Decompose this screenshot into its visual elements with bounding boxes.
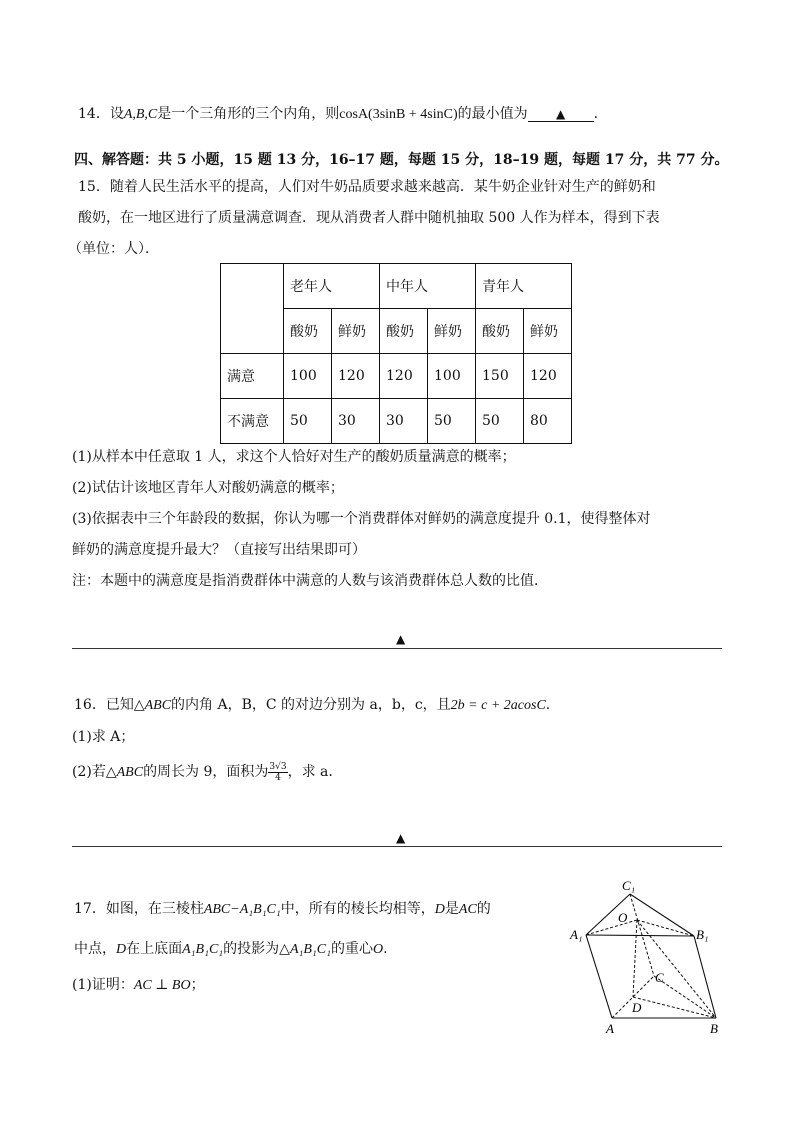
area-fraction (268, 762, 287, 783)
q17-l2-triangle: △A₁B₁C₁ (279, 942, 331, 957)
q17-l1-mid: 中，所有的棱长均相等， (280, 901, 435, 917)
section-title: 四、解答题 (74, 152, 144, 168)
q17-l1-mid2: 是 (444, 901, 459, 917)
label-a: A (606, 1021, 614, 1036)
table-cell: 50 (284, 399, 332, 444)
q17-l1-end: 的 (476, 901, 491, 917)
q16-part2 (72, 761, 333, 783)
section-detail: ：共 5 小题，15 题 13 分，16–17 题，每题 15 分，18–19 题，每题 17 分，共 77 分。 (144, 152, 729, 168)
answer-divider (72, 846, 722, 847)
q17-l2-end: . (383, 941, 388, 957)
q15-part3b: 鲜奶的满意度提升最大？（直接写出结果即可） (72, 542, 366, 558)
answer-triangle-icon: ▲ (396, 831, 406, 845)
q17-prism: ABC−A₁B₁C₁ (203, 902, 281, 917)
edge-o-d (633, 920, 637, 997)
q16-line1 (74, 694, 550, 714)
q16-triangle: △ABC (133, 698, 172, 713)
label-b1: B₁ (696, 927, 709, 942)
q15-part2: (2)试估计该地区青年人对酸奶满意的概率； (72, 480, 344, 496)
q17-part1 (72, 974, 205, 994)
table-cell: 30 (380, 399, 428, 444)
q17-l2-mid: 在上底面 (126, 941, 183, 957)
answer-divider (72, 648, 722, 649)
q16-condition: 2b = c + 2acosC (450, 698, 546, 713)
q17-point-d: D (434, 902, 445, 917)
table-cell: 120 (332, 354, 380, 399)
q16-prefix: 16．已知 (74, 697, 134, 713)
prism-figure (560, 872, 740, 1042)
q15-part1: (1)从样本中任意取 1 人，求这个人恰好对生产的酸奶质量满意的概率； (72, 449, 516, 465)
q16-part2-triangle: △ABC (105, 765, 144, 780)
answer-triangle-icon: ▲ (396, 632, 406, 646)
table-row-label: 不满意 (221, 399, 284, 444)
q17-l2-mid3: 的重心 (330, 941, 373, 957)
table-cell: 30 (332, 399, 380, 444)
table-group-header: 老年人 (284, 264, 380, 309)
q17-segment: AC (458, 902, 477, 917)
q15-part3a: (3)依据表中三个年龄段的数据，你认为哪一个消费群体对鲜奶的满意度提升 0.1，使得整体对 (72, 511, 651, 527)
q17-l2-d: D (116, 942, 127, 957)
label-d: D (632, 1000, 642, 1015)
table-cell: 150 (476, 354, 524, 399)
q14-suffix: 的最小值为 (457, 106, 528, 122)
q17-l2-o: O (372, 942, 384, 957)
q16-part2-mid: 的周长为 9，面积为 (143, 764, 269, 780)
section-heading (74, 149, 728, 169)
table-cell: 80 (524, 399, 572, 444)
label-b: B (710, 1021, 718, 1036)
table-corner-cell (221, 264, 284, 354)
table-subheader: 鲜奶 (332, 309, 380, 354)
table-cell: 120 (524, 354, 572, 399)
table-row (221, 354, 572, 399)
area-numerator: 3√3 (269, 761, 287, 772)
q17-part1-expr: AC ⊥ BO (133, 978, 191, 993)
q14-answer-blank (528, 107, 594, 122)
label-o: O (618, 910, 628, 925)
edge-c1-b1 (630, 894, 694, 936)
q14-expr: cosA(3sinB + 4sinC) (339, 107, 458, 122)
q15-note: 注：本题中的满意度是指消费群体中满意的人数与该消费群体总人数的比值． (72, 573, 548, 589)
q14-line (78, 103, 598, 123)
table-cell: 120 (380, 354, 428, 399)
edge-o-b1 (637, 920, 694, 936)
edge-a1-a (586, 935, 612, 1018)
table-subheader: 酸奶 (476, 309, 524, 354)
q15-line3: （单位：人）． (68, 241, 159, 257)
q17-line2 (74, 938, 388, 958)
area-denominator: 4 (275, 772, 281, 783)
answer-triangle-icon: ▲ (556, 107, 566, 121)
table-row (221, 399, 572, 444)
edge-a1-b1 (586, 935, 694, 936)
q17-part1-end: ； (190, 977, 205, 993)
q16-mid: 的内角 A，B，C 的对边分别为 a，b，c，且 (171, 697, 451, 713)
q17-part1-pre: (1)证明： (72, 977, 134, 993)
q17-l1-pre: 17．如图，在三棱柱 (74, 901, 204, 917)
q15-line1: 15．随着人民生活水平的提高，人们对牛奶品质要求越来越高．某牛奶企业针对生产的鲜奶和 (78, 179, 656, 195)
table-group-header: 中年人 (380, 264, 476, 309)
table-cell: 100 (284, 354, 332, 399)
table-group-header: 青年人 (476, 264, 572, 309)
table-cell: 50 (428, 399, 476, 444)
q16-part2-pre: (2)若 (72, 764, 106, 780)
survey-table (220, 263, 572, 444)
q15-line2: 酸奶，在一地区进行了质量满意调查．现从消费者人群中随机抽取 500 人作为样本，得到下表 (78, 210, 660, 226)
q17-l2-face: A₁B₁C₁ (182, 942, 224, 957)
table-row (221, 264, 572, 309)
q16-end: . (545, 697, 551, 713)
q14-end: . (593, 106, 599, 122)
table-subheader: 酸奶 (284, 309, 332, 354)
q14-prefix: 14．设 (78, 106, 124, 122)
table-subheader: 鲜奶 (524, 309, 572, 354)
q16-part1: (1)求 A； (72, 729, 135, 745)
table-cell: 50 (476, 399, 524, 444)
table-subheader: 酸奶 (380, 309, 428, 354)
q17-l2-mid2: 的投影为 (223, 941, 280, 957)
label-c: C (655, 970, 664, 985)
q14-vars: A,B,C (123, 107, 158, 122)
q17-l2-pre: 中点， (74, 941, 116, 957)
q16-part2-end: ，求 a. (287, 764, 333, 780)
table-subheader: 鲜奶 (428, 309, 476, 354)
label-c1: C₁ (622, 878, 636, 893)
table-cell: 100 (428, 354, 476, 399)
edge-d-b (633, 997, 716, 1018)
label-a1: A₁ (570, 927, 583, 942)
q14-mid: 是一个三角形的三个内角，则 (157, 106, 340, 122)
q17-line1 (74, 898, 491, 918)
table-row-label: 满意 (221, 354, 284, 399)
